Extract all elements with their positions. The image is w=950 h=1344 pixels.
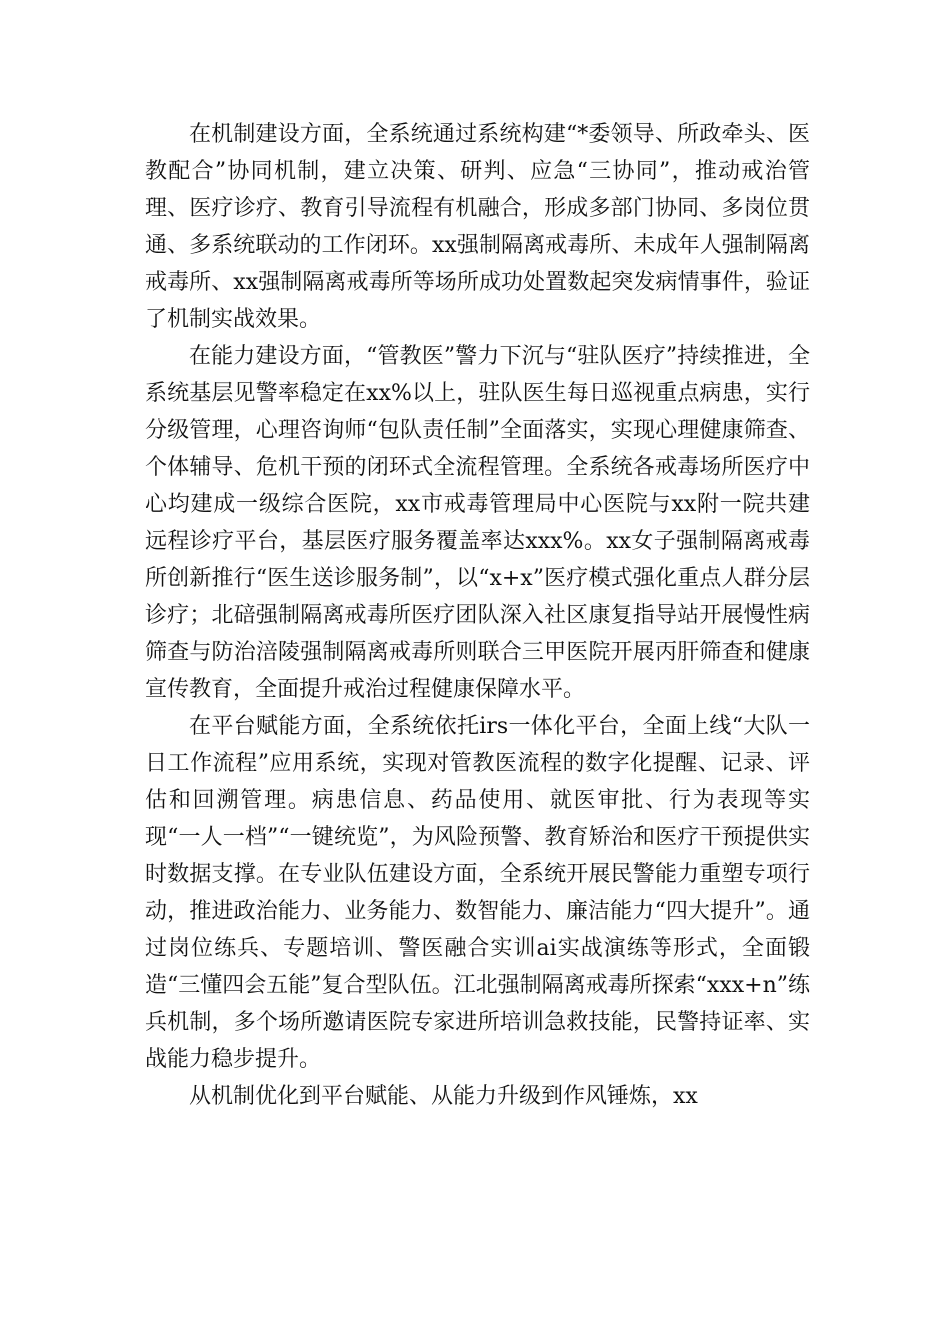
paragraph-platform-empowerment: 在平台赋能方面，全系统依托irs一体化平台，全面上线“大队一日工作流程”应用系统，实现对管教医流程的数字化提醒、记录、评估和回溯管理。病患信息、药品使用、就医审批、行为表现等实现“一人一档”“一键统览”，为风险预警、教育矫治和医疗干预提供实时数据支撑。在专业队伍建设方面，全系统开展民警能力重塑专项行动，推进政治能力、业务能力、数智能力、廉洁能力“四大提升”。通过岗位练兵、专题培训、警医融合实训ai实战演练等形式，全面锻造“三懂四会五能”复合型队伍。江北强制隔离戒毒所探索“xxx+n”练兵机制，多个场所邀请医院专家进所培训急救技能，民警持证率、实战能力稳步提升。 [145, 714, 810, 1072]
paragraph-mechanism-building: 在机制建设方面，全系统通过系统构建“*委领导、所政牵头、医教配合”协同机制，建立决策、研判、应急“三协同”，推动戒治管理、医疗诊疗、教育引导流程有机融合，形成多部门协同、多岗位贯通、多系统联动的工作闭环。xx强制隔离戒毒所、未成年人强制隔离戒毒所、xx强制隔离戒毒所等场所成功处置数起突发病情事件，验证了机制实战效果。 [145, 122, 810, 332]
document-body [145, 116, 810, 1115]
paragraph-summary-start: 从机制优化到平台赋能、从能力升级到作风锤炼，xx [189, 1084, 698, 1109]
paragraph-capability-building: 在能力建设方面，“管教医”警力下沉与“驻队医疗”持续推进，全系统基层见警率稳定在xx%以上，驻队医生每日巡视重点病患，实行分级管理，心理咨询师“包队责任制”全面落实，实现心理健康筛查、个体辅导、危机干预的闭环式全流程管理。全系统各戒毒场所医疗中心均建成一级综合医院，xx市戒毒管理局中心医院与xx附一院共建远程诊疗平台，基层医疗服务覆盖率达xxx%。xx女子强制隔离戒毒所创新推行“医生送诊服务制”，以“x+x”医疗模式强化重点人群分层诊疗；北碚强制隔离戒毒所医疗团队深入社区康复指导站开展慢性病筛查与防治涪陵强制隔离戒毒所则联合三甲医院开展丙肝筛查和健康宣传教育，全面提升戒治过程健康保障水平。 [145, 344, 810, 702]
